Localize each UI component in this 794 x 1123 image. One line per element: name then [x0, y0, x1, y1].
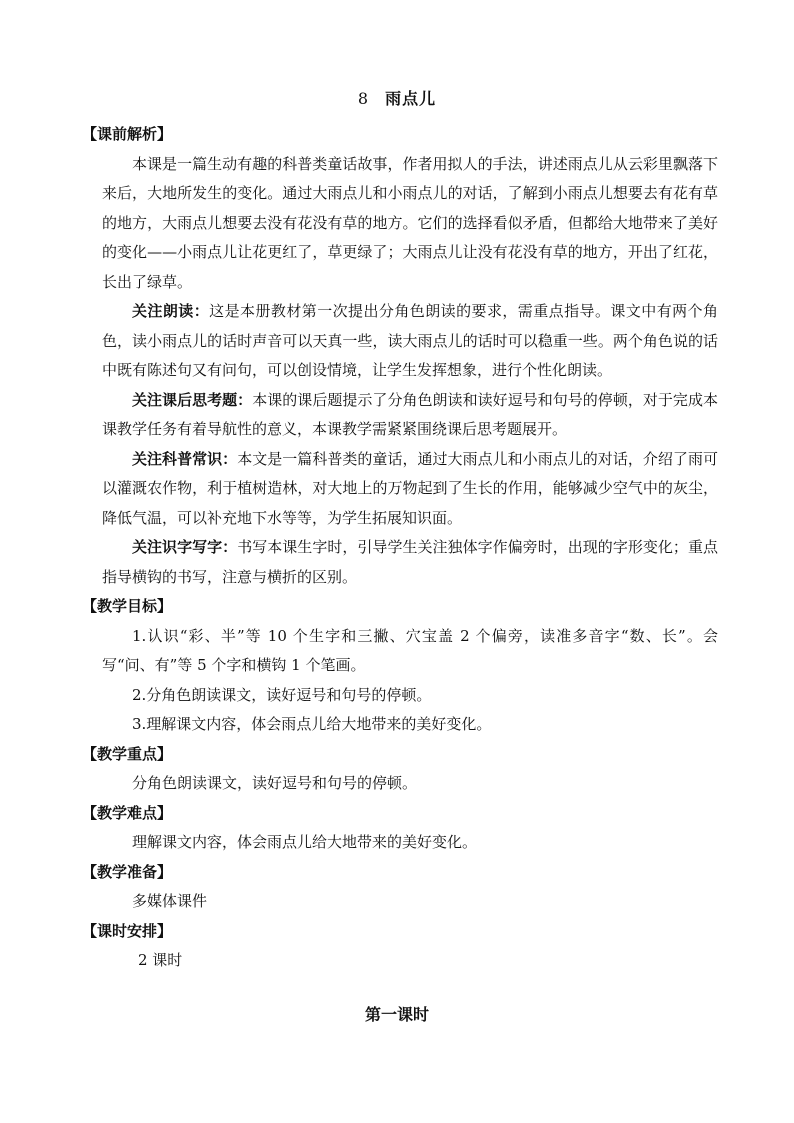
- lesson-heading: 第一课时: [364, 1005, 429, 1024]
- focus-label: 关注科普常识：: [132, 449, 238, 468]
- section-heading-schedule: 【课时安排】: [82, 921, 173, 940]
- page-title: [0, 86, 794, 109]
- focus-text: 书写本课生字时，引导学生关注独体字作偏旁时，出现的字形变化；重点指导横钩的书写，注意与横折的区别。: [102, 538, 718, 586]
- focus-label: 关注识字写字：: [132, 538, 238, 556]
- focus-text: 这是本册教材第一次提出分角色朗读的要求，需重点指导。课文中有两个角色，读小雨点儿的话时声音可以天真一些，读大雨点儿的话时可以稳重一些。两个角色说的话中既有陈述句又有问句，可以创设情境，让学生发挥想象，进行个性化朗读。: [102, 302, 718, 379]
- focus-writing-paragraph: [102, 533, 718, 592]
- focus-label: 关注课后思考题：: [132, 390, 253, 409]
- key-point-text: 分角色朗读课文，读好逗号和句号的停顿。: [132, 774, 418, 792]
- section-heading-prep: 【教学准备】: [82, 862, 173, 881]
- focus-reading-paragraph: [102, 297, 718, 386]
- section-heading-key: 【教学重点】: [82, 744, 173, 763]
- section-heading-goals: 【教学目标】: [82, 597, 173, 615]
- section-heading-analysis: 【课前解析】: [82, 125, 173, 143]
- goal-item: 2.分角色朗读课文，读好逗号和句号的停顿。: [132, 685, 432, 704]
- document-body: [82, 120, 718, 976]
- focus-text: 本文是一篇科普类的童话，通过大雨点儿和小雨点儿的对话，介绍了雨可以灌溉农作物，利于植树造林，对大地上的万物起到了生长的作用，能够减少空气中的灰尘，降低气温，可以补充地下水等等，为学生拓展知识面。: [102, 449, 718, 527]
- schedule-text: 2 课时: [138, 951, 183, 969]
- goal-item: 1.认识“彩、半”等 10 个生字和三撇、穴宝盖 2 个偏旁，读准多音字“数、长”。会写“问、有”等 5 个字和横钩 1 个笔画。: [102, 626, 718, 674]
- lesson-title: 雨点儿: [385, 89, 437, 108]
- difficulty-text: 理解课文内容，体会雨点儿给大地带来的美好变化。: [132, 833, 478, 851]
- focus-label: 关注朗读：: [132, 302, 210, 320]
- focus-text: 本课的课后题提示了分角色朗读和读好逗号和句号的停顿，对于完成本课教学任务有着导航性的意义，本课教学需紧紧围绕课后思考题展开。: [102, 390, 718, 438]
- focus-questions-paragraph: [102, 386, 718, 445]
- prep-text: 多媒体课件: [132, 892, 208, 910]
- focus-science-paragraph: [102, 445, 718, 534]
- analysis-intro-paragraph: 本课是一篇生动有趣的科普类童话故事，作者用拟人的手法，讲述雨点儿从云彩里飘落下来后，大地所发生的变化。通过大雨点儿和小雨点儿的对话，了解到小雨点儿想要去有花有草的地方，大雨点儿想要去没有花没有草的地方。它们的选择看似矛盾，但都给大地带来了美好的变化——小雨点儿让花更红了，草更绿了；大雨点儿让没有花没有草的地方，开出了红花，长出了绿草。: [102, 154, 718, 291]
- lesson-number: 8: [357, 89, 370, 108]
- section-heading-difficulty: 【教学难点】: [82, 803, 173, 822]
- goal-item: 3.理解课文内容，体会雨点儿给大地带来的美好变化。: [132, 715, 492, 733]
